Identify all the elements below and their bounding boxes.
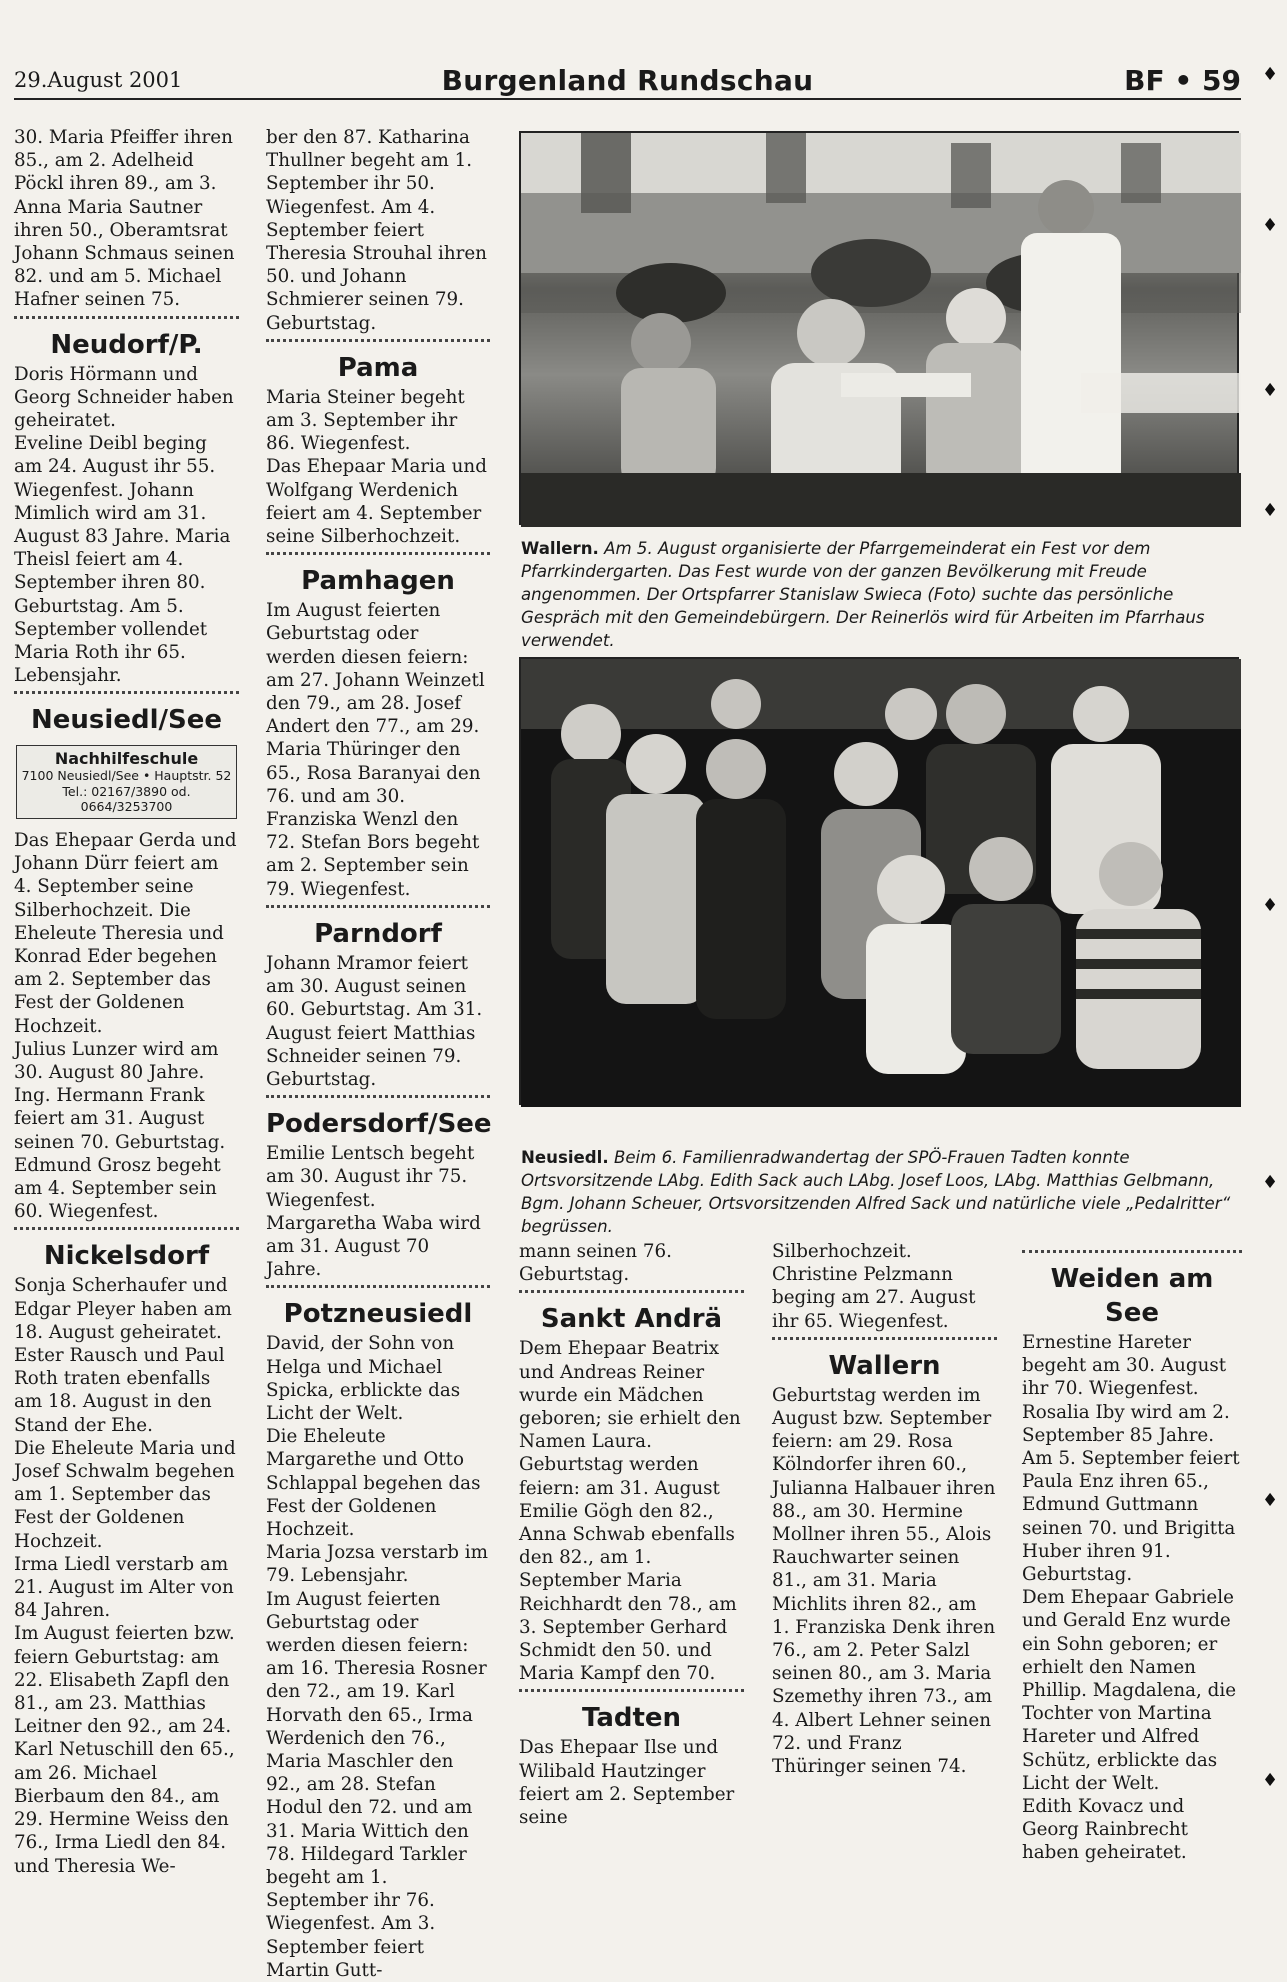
scan-mark: ♦ [1262,500,1279,521]
article-text: David, der Sohn von Helga und Michael Spicka, erblickte das Licht der Welt. [266,1333,461,1424]
dotted-separator [266,1095,490,1105]
column-5 [1022,1246,1242,1865]
dotted-separator [519,1689,744,1699]
article-text: Irma Liedl verstarb am 21. August im Alter von 84 Jahren. [14,1553,234,1622]
caption-text: Beim 6. Familienradwandertag der SPÖ-Frauen Tadten konnte Ortsvorsitzende LAbg. Edith Sack auch LAbg. Josef Loos, LAbg. Matthias Gelbmann, Bgm. Johann Scheuer, Ortsvorsitzenden Alfred Sack und natürliche viele „Pedalritter“ begrüssen. [521,1148,1231,1236]
dotted-separator [266,339,490,349]
ad-title: Nachhilfeschule [54,749,199,769]
photo-neusiedl-illustration [521,659,1241,1107]
article-text: mann seinen 76. Geburtstag. [519,1241,672,1286]
dotted-separator [14,316,239,326]
section-heading: Potzneusiedl [283,1299,473,1330]
dotted-separator [266,552,490,562]
caption-text: Am 5. August organisierte der Pfarrgemeinderat ein Fest vor dem Pfarrkindergarten. Das Fest wurde von der ganzen Bevölkerung mit Freude angenommen. Der Ortspfarrer Stanislaw Swieca (Foto) suchte das persönliche Gespräch mit den Gemeindebürgern. Der Reinerlös wird für Arbeiten im Pfarrhaus verwendet. [521,539,1205,650]
section-heading: Podersdorf/See [266,1109,492,1140]
section-heading: Sankt Andrä [540,1304,723,1335]
photo-caption-neusiedl [521,1146,1243,1238]
photo-wallern-festival [519,131,1239,525]
article-text: Maria Steiner begeht am 3. September ihr 86. Wiegenfest. [266,386,465,455]
page-number: BF • 59 [1124,64,1241,97]
scan-mark: ♦ [1262,1172,1279,1193]
section-heading: Parndorf [314,918,442,949]
article-text: Das Ehepaar Maria und Wolfgang Werdenich feiert am 4. September seine Silberhochzeit. [266,456,487,548]
scan-mark: ♦ [1262,1770,1279,1791]
article-text: Im August feierten Geburtstag oder werden diesen feiern: am 27. Johann Weinzetl den 79., am 28. Josef Andert den 77., am 29. Maria Thüringer den 65., Rosa Baranyai den 76. und am 30. Franziska Wenzl den 72. Stefan Bors begeht am 2. September sein 79. Wiegenfest. [266,600,485,900]
article-text: Die Eheleute Maria und Josef Schwalm begehen am 1. September das Fest der Goldenen Hochzeit. [14,1437,236,1552]
ad-phone: Tel.: 02167/3890 od. 0664/3253700 [62,783,191,815]
article-text: Ernestine Hareter begeht am 30. August ihr 70. Wiegenfest. Rosalia Iby wird am 2. September 85 Jahre. Am 5. September feiert Paula Enz ihren 65., Edmund Guttmann seinen 70. und Brigitta Huber ihren 91. Geburtstag. [1022,1332,1240,1586]
article-text: ber den 87. Katharina Thullner begeht am 1. September ihr 50. Wiegenfest. Am 4. September feiert Theresia Strouhal ihren 50. und Johann Schmierer seinen 79. Geburtstag. [266,127,487,334]
issue-date: 29.August 2001 [14,68,183,92]
caption-lead: Neusiedl. [521,1148,609,1167]
section-heading: Neudorf/P. [50,329,203,360]
scan-mark: ♦ [1262,1490,1279,1511]
article-text: Die Eheleute Margarethe und Otto Schlappal begehen das Fest der Goldenen Hochzeit. [266,1426,481,1540]
article-text: Johann Mramor feiert am 30. August seinen 60. Geburtstag. Am 31. August feiert Matthias Schneider seinen 79. Geburtstag. [266,952,483,1090]
dotted-separator [772,1337,997,1347]
newspaper-title: Burgenland Rundschau [441,64,814,97]
section-heading: Weiden am See [1050,1264,1214,1328]
article-text: Silberhochzeit. [772,1241,912,1262]
photo-neusiedl-group [519,657,1239,1105]
column-3 [519,1240,744,1829]
article-text: Emilie Lentsch begeht am 30. August ihr 75. Wiegenfest. Margaretha Waba wird am 31. August 70 Jahre. [266,1143,481,1281]
dotted-separator [519,1290,744,1300]
section-heading: Pama [337,352,419,383]
article-text: Geburtstag werden feiern: am 31. August Emilie Gögh den 82., Anna Schwab ebenfalls den 82., am 1. September Maria Reichhardt den 78., am 3. September Gerhard Schmidt den 50. und Maria Kampf den 70. [519,1454,737,1685]
article-text: Julius Lunzer wird am 30. August 80 Jahre. Ing. Hermann Frank feiert am 31. August seinen 70. Geburtstag. Edmund Grosz begeht am 4. September sein 60. Wiegenfest. [14,1038,226,1223]
column-4 [772,1240,997,1778]
article-text: Christine Pelzmann beging am 27. August ihr 65. Wiegenfest. [772,1264,976,1332]
article-text: Dem Ehepaar Beatrix und Andreas Reiner wurde ein Mädchen geboren; sie erhielt den Namen Laura. [519,1338,741,1453]
advertisement-box [16,745,237,819]
section-heading: Pamhagen [301,566,455,597]
photo-caption-wallern [521,537,1243,652]
article-text: Eveline Deibl beging am 24. August ihr 55. Wiegenfest. Johann Mimlich wird am 31. August 83 Jahre. Maria Theisl feiert am 4. September ihren 80. Geburtstag. Am 5. September vollendet Maria Roth ihr 65. Lebensjahr. [14,433,231,687]
scan-mark: ♦ [1262,895,1279,916]
article-text: 30. Maria Pfeiffer ihren 85., am 2. Adelheid Pöckl ihren 89., am 3. Anna Maria Sautner ihren 50., Oberamtsrat Johann Schmaus seinen 82. und am 5. Michael Hafner seinen 75. [14,127,235,311]
page-header [14,60,1241,100]
dotted-separator [266,1285,490,1295]
article-text: Doris Hörmann und Georg Schneider haben geheiratet. [14,363,234,432]
section-heading: Neusiedl/See [31,705,222,736]
scan-mark: ♦ [1262,64,1279,85]
dotted-separator [14,1227,239,1237]
ad-address: 7100 Neusiedl/See • Hauptstr. 52 [21,768,232,784]
scan-mark: ♦ [1262,380,1279,401]
dotted-separator [266,905,490,915]
article-text: Im August feierten bzw. feiern Geburtstag: am 22. Elisabeth Zapfl den 81., am 23. Matthias Leitner den 92., am 24. Karl Netuschill den 65., am 26. Michael Bierbaum den 84., am 29. Hermine Weiss den 76., Irma Liedl den 84. und Theresia We- [14,1623,235,1877]
section-heading: Tadten [581,1703,682,1734]
section-heading: Nickelsdorf [43,1241,210,1272]
scan-mark: ♦ [1262,215,1279,236]
article-text: Dem Ehepaar Gabriele und Gerald Enz wurde ein Sohn geboren; er erhielt den Namen Phillip. Magdalena, die Tochter von Martina Hareter und Alfred Schütz, erblickte das Licht der Welt. [1022,1587,1237,1794]
column-1 [14,126,239,1878]
dotted-separator [14,691,239,701]
dotted-separator [1022,1250,1242,1260]
article-text: Sonja Scherhaufer und Edgar Pleyer haben am 18. August geheiratet. Ester Rausch und Paul Roth traten ebenfalls am 18. August in den Stand der Ehe. [14,1275,232,1436]
article-text: Maria Jozsa verstarb im 79. Lebensjahr. [266,1542,488,1587]
article-text: Edith Kovacz und Georg Rainbrecht haben geheiratet. [1022,1796,1189,1864]
article-text: Das Ehepaar Ilse und Wilibald Hautzinger feiert am 2. September seine [519,1737,735,1829]
section-heading: Wallern [828,1350,941,1381]
caption-lead: Wallern. [521,539,599,558]
photo-wallern-illustration [521,133,1241,527]
article-text: Im August feierten Geburtstag oder werden diesen feiern: am 16. Theresia Rosner den 72., am 19. Karl Horvath den 65., Irma Werdenich den 76., Maria Maschler den 92., am 28. Stefan Hodul den 72. und am 31. Maria Wittich den 78. Hildegard Tarkler begeht am 1. September ihr 76. Wiegenfest. Am 3. September feiert Martin Gutt- [266,1588,487,1981]
column-2 [266,126,490,1982]
article-text: Geburtstag werden im August bzw. September feiern: am 29. Rosa Kölndorfer ihren 60., Julianna Halbauer ihren 88., am 30. Hermine Mollner ihren 55., Alois Rauchwarter seinen 81., am 31. Maria Michlits ihren 82., am 1. Franziska Denk ihren 76., am 2. Peter Salzl seinen 80., am 3. Maria Szemethy ihren 73., am 4. Albert Lehner seinen 72. und Franz Thüringer seinen 74. [772,1384,996,1778]
article-text: Das Ehepaar Gerda und Johann Dürr feiert am 4. September seine Silberhochzeit. Die Eheleute Theresia und Konrad Eder begehen am 2. September das Fest der Goldenen Hochzeit. [14,829,237,1037]
